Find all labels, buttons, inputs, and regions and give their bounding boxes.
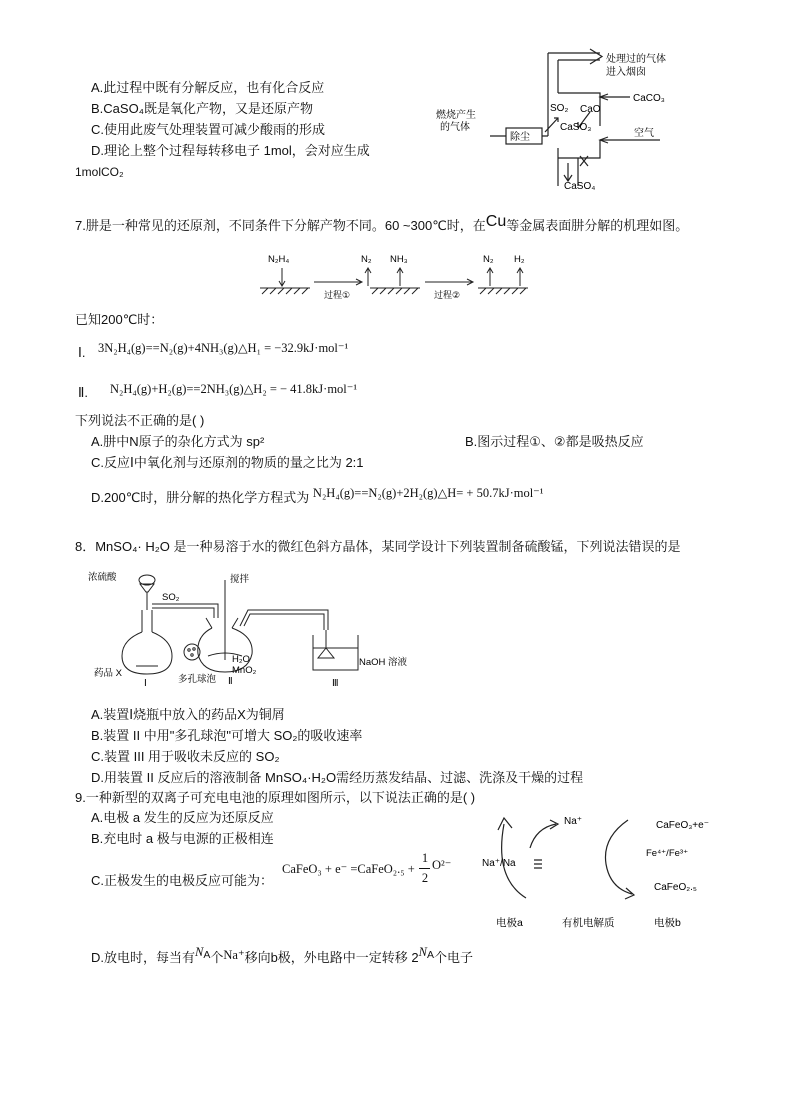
q8-fig-h2o: H₂O (232, 654, 250, 665)
q9-option-c-eq-right: O²⁻ (432, 858, 452, 872)
q7-eq1-label: Ⅰ. (78, 345, 86, 360)
q9-option-d-ion: Na⁺ (223, 948, 245, 962)
q8-option-b: B.装置 II 中用"多孔球泡"可增大 SO₂的吸收速率 (91, 728, 363, 743)
q9-option-d-post: 个电子 (434, 950, 474, 965)
q8-fig-label-I: Ⅰ (144, 678, 147, 689)
q7-option-d (91, 486, 544, 506)
q9-fig-fe: Fe⁴⁺/Fe³⁺ (646, 848, 689, 859)
q9-fig-cafeo25: CaFeO₂.₅ (654, 882, 697, 893)
q7-option-d-eq: N₂H₄(g)==N₂(g)+2H₂(g)△H= + 50.7kJ·mol⁻¹ (312, 486, 544, 500)
q6-label-gas-in-2: 的气体 (440, 122, 470, 133)
q8-fig-drug-x: 药品 X (94, 668, 122, 679)
q6-label-air: 空气 (634, 128, 654, 139)
q8-fig-label-III: Ⅲ (332, 678, 339, 689)
q9-option-c-frac-num: 1 (421, 851, 429, 865)
q8-fig-stir: 搅拌 (230, 574, 250, 585)
q9-option-d-na2: N (418, 945, 427, 959)
q9-stem: 9.一种新型的双离子可充电电池的原理如图所示，以下说法正确的是( ) (75, 790, 476, 805)
q7-option-c: C.反应Ⅰ中氧化剂与还原剂的物质的量之比为 2:1 (91, 455, 364, 470)
q9-option-c-pre: C.正极发生的电极反应可能为： (91, 873, 274, 888)
q9-fig-na-na: Na⁺/Na (482, 858, 516, 869)
q9-option-d-mid: 个 (210, 950, 224, 965)
q8-fig-so2: SO₂ (162, 592, 180, 603)
q7-stem-cu: Cu (485, 213, 507, 230)
q8-option-d: D.用装置 II 反应后的溶液制备 MnSO₄·H₂O需经历蒸发结晶、过滤、洗涤及干燥的过程 (91, 770, 584, 785)
q9-option-c-eq-left: CaFeO₃ + e⁻ =CaFeO₂.₅ + (282, 862, 415, 876)
q7-option-d-pre: D.200℃时，肼分解的热化学方程式为 (91, 490, 310, 505)
q7-option-a: A.肼中N原子的杂化方式为 sp² (91, 434, 265, 449)
q9-fig-electrode-a: 电极a (496, 917, 523, 929)
q9-fig-electrode-b: 电极b (654, 917, 681, 929)
q8-option-a: A.装置Ⅰ烧瓶中放入的药品X为铜屑 (91, 707, 285, 722)
q6-option-d-cont: 1molCO₂ (75, 165, 124, 179)
q7-fig-n2a: N₂ (361, 254, 372, 265)
q7-eq1: 3N₂H₄(g)==N₂(g)+4NH₃(g)△H₁ = −32.9kJ·mol⁻¹ (98, 341, 349, 355)
q7-fig-process-1: 过程① (324, 290, 351, 300)
q9-option-d (91, 945, 474, 967)
q6-flue-gas-diagram (430, 48, 690, 193)
q6-label-cao: CaO (580, 104, 601, 115)
q6-label-gas-in-1: 燃烧产生 (436, 110, 476, 121)
q9-option-c-frac-line (419, 868, 430, 869)
q8-fig-mno2: MnO₂ (232, 665, 257, 676)
q7-eq2: N₂H₄(g)+H₂(g)==2NH₃(g)△H₂ = − 41.8kJ·mol⁻¹ (110, 382, 358, 396)
q9-fig-electrolyte: 有机电解质 (562, 917, 615, 929)
q7-fig-process-2: 过程② (434, 290, 461, 300)
q9-option-a: A.电极 a 发生的反应为还原反应 (91, 810, 274, 825)
q6-label-caco3: CaCO₃ (633, 93, 665, 104)
q7-stem-post: 等金属表面肼分解的机理如图。 (506, 218, 689, 233)
q9-option-d-sub: A (203, 949, 211, 961)
q8-apparatus-diagram (88, 570, 408, 690)
q8-fig-label-II: Ⅱ (228, 676, 233, 687)
q6-label-so2: SO₂ (550, 103, 569, 114)
q7-fig-n2b: N₂ (483, 254, 494, 265)
q8-option-c: C.装置 III 用于吸收未反应的 SO₂ (91, 749, 280, 764)
q9-option-c-frac-den: 2 (421, 871, 429, 885)
q6-option-d: D.理论上整个过程每转移电子 1mol，会对应生成 (91, 143, 370, 158)
q8-fig-acid: 浓硫酸 (88, 572, 117, 583)
q6-option-a: A.此过程中既有分解反应，也有化合反应 (91, 80, 325, 95)
q7-fig-n2h4: N₂H₄ (268, 254, 290, 265)
q7-mechanism-diagram (250, 246, 550, 308)
q7-option-b: B.图示过程①、②都是吸热反应 (465, 434, 644, 449)
q8-fig-naoh: NaOH 溶液 (359, 657, 408, 668)
q7-fig-nh3: NH₃ (390, 254, 408, 265)
q9-option-d-pre: D.放电时，每当有 (91, 950, 196, 965)
q6-label-caso4: CaSO₄ (564, 181, 596, 192)
q7-eq2-label: Ⅱ. (78, 385, 89, 400)
q6-label-caso3: CaSO₃ (560, 122, 592, 133)
q9-option-d-sub2: A (427, 949, 435, 961)
q9-fig-cafeo3: CaFeO₃+e⁻ (656, 820, 709, 831)
q7-question: 下列说法不正确的是( ) (75, 413, 205, 428)
q7-fig-h2: H₂ (514, 254, 525, 265)
q8-fig-bulb: 多孔球泡 (178, 674, 217, 685)
q9-option-b: B.充电时 a 极与电源的正极相连 (91, 831, 274, 846)
q7-stem (75, 213, 689, 234)
q6-option-b: B.CaSO₄既是氧化产物，又是还原产物 (91, 101, 313, 116)
q9-option-d-mid2: 移向b极，外电路中一定转移 2 (244, 950, 419, 965)
q6-label-out-1: 处理过的气体 (606, 54, 666, 65)
q7-known: 已知200℃时： (75, 312, 164, 327)
q7-stem-pre: 7.肼是一种常见的还原剂，不同条件下分解产物不同。60 ~300℃时，在 (75, 218, 486, 233)
q9-option-d-na: N (195, 945, 204, 959)
q6-option-c: C.使用此废气处理装置可减少酸雨的形成 (91, 122, 326, 137)
q6-label-out-2: 进入烟囱 (606, 67, 646, 78)
q8-stem: 8．MnSO₄· H₂O 是一种易溶于水的微红色斜方晶体，某同学设计下列装置制备硫酸锰，下列说法错误的是 (75, 539, 681, 554)
q6-label-dust: 除尘 (510, 132, 530, 143)
q9-battery-diagram (478, 808, 718, 933)
q9-fig-na-plus: Na⁺ (564, 816, 583, 827)
